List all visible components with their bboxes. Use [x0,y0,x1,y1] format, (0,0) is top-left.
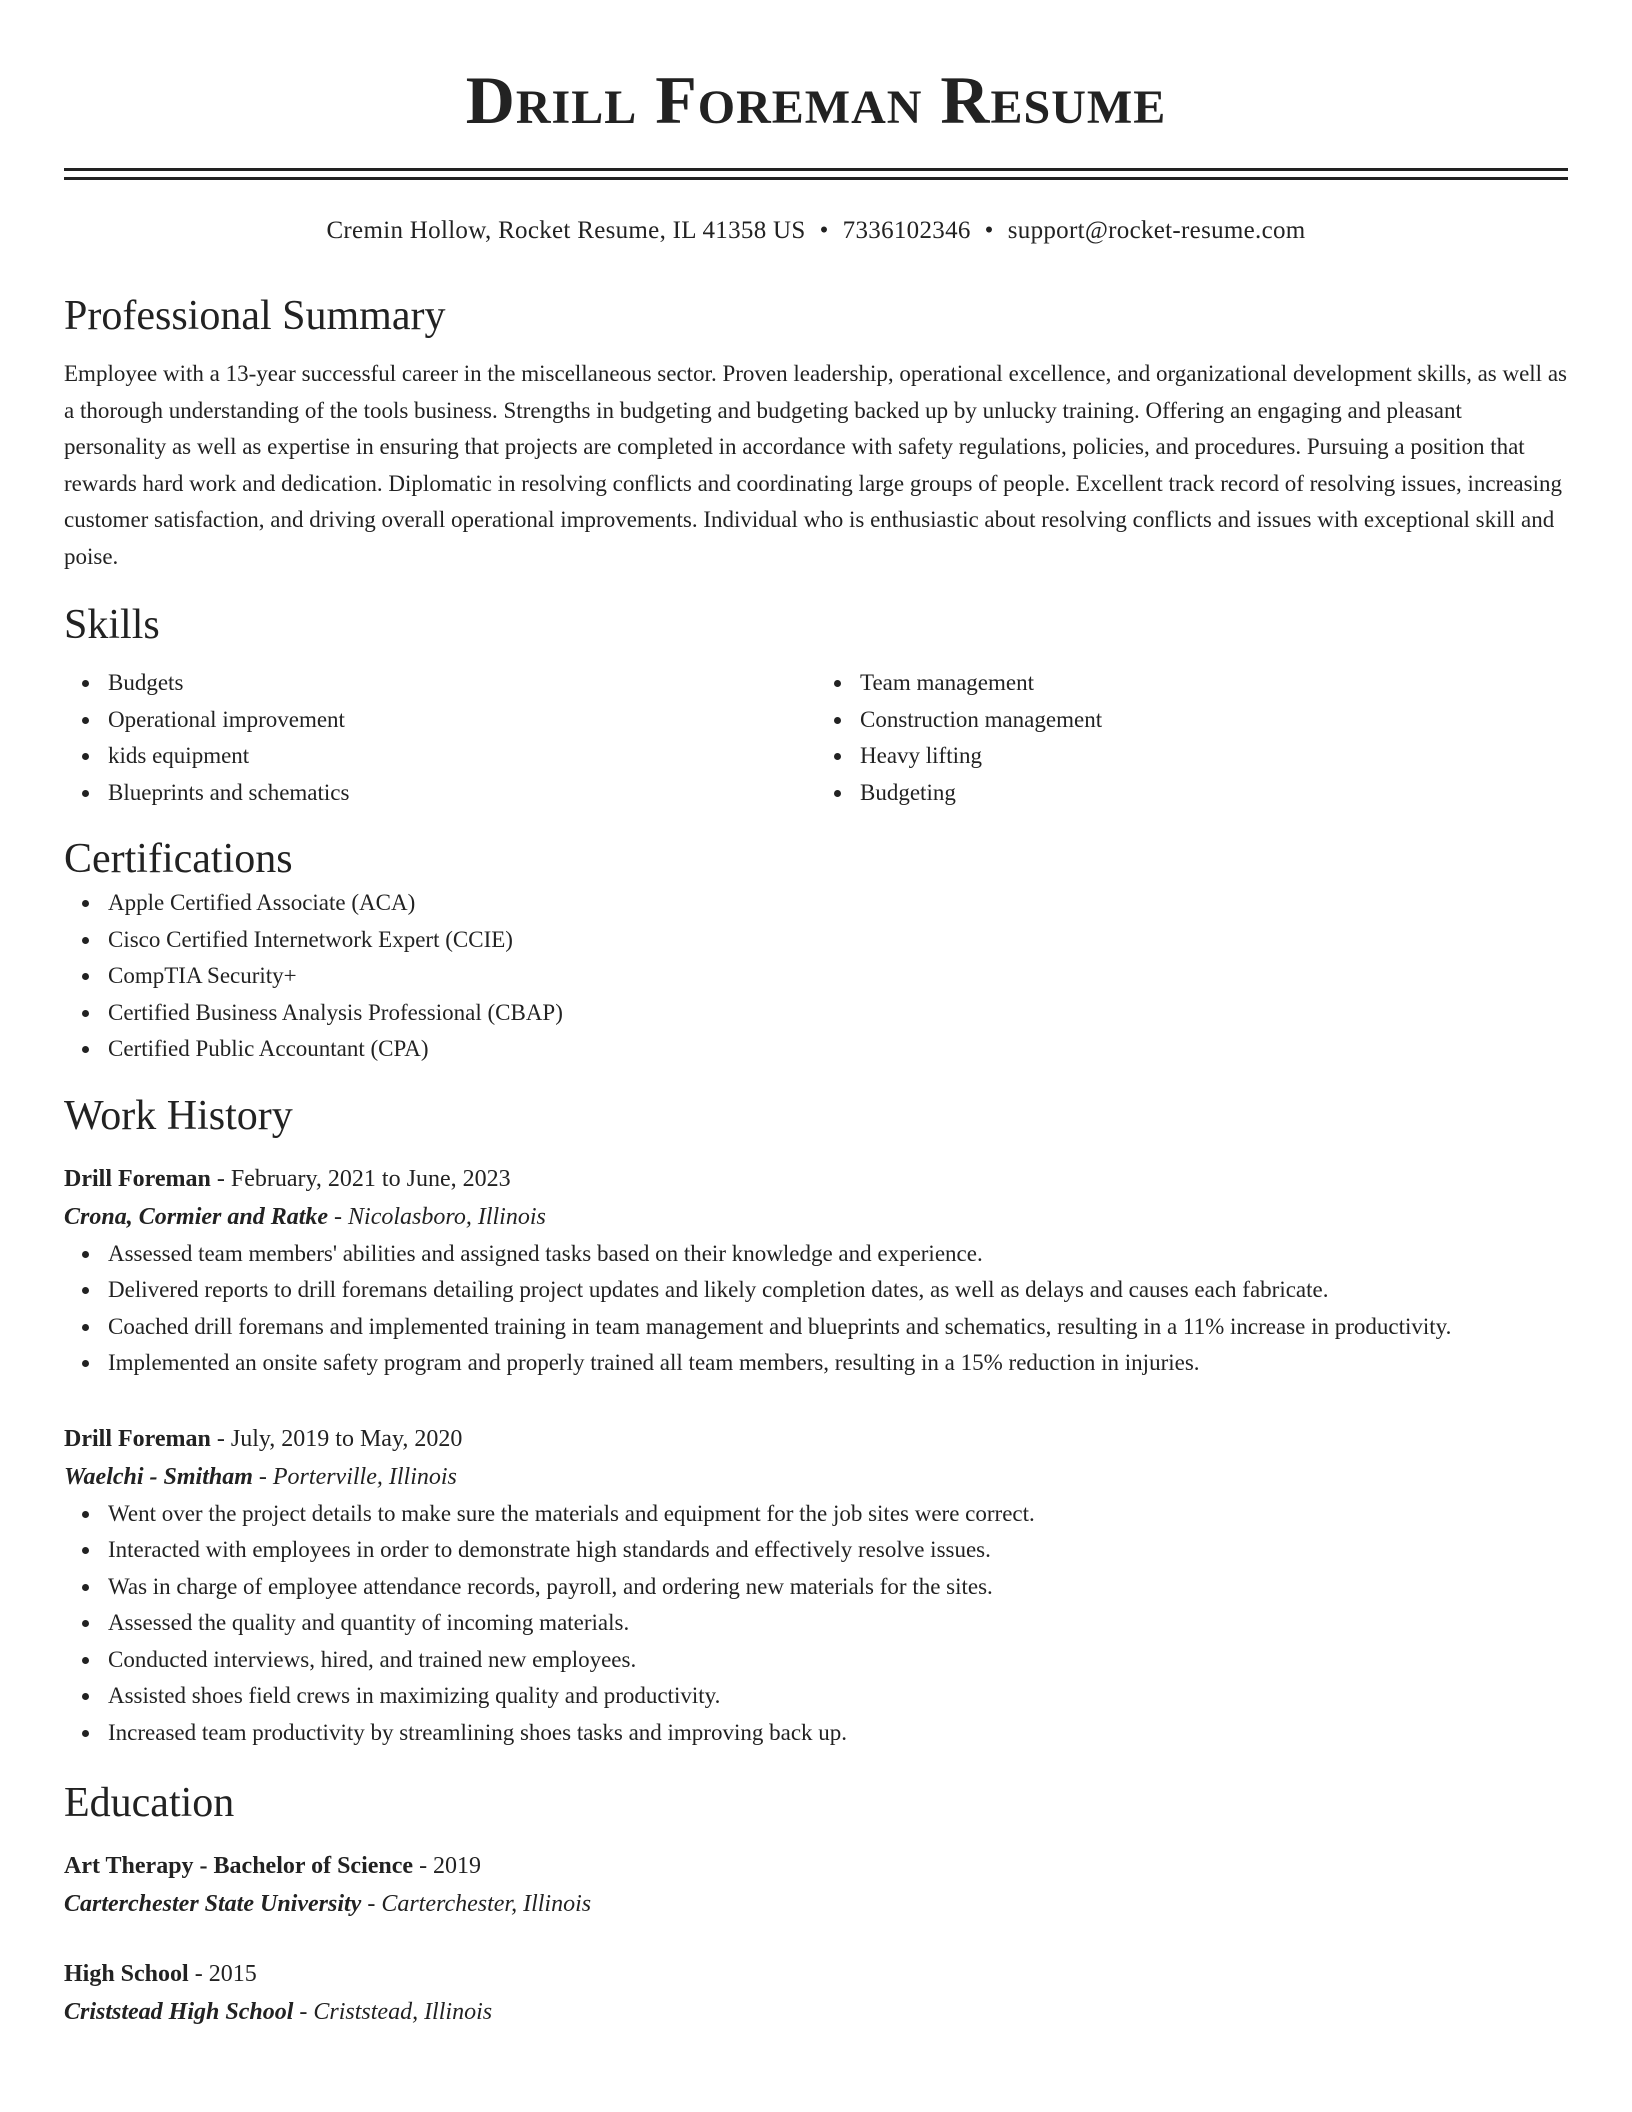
education-header [64,1955,1568,1993]
education-school: Criststead High School [64,1999,294,2025]
contact-separator: • [984,217,994,244]
certification-item: Certified Business Analysis Professional (CBAP) [108,995,1568,1032]
certifications-list [64,885,1568,1068]
education-entry [64,1955,1568,2031]
job-location: - Porterville, Illinois [252,1463,457,1490]
contact-line [64,214,1568,248]
education-institution [64,1885,1568,1923]
education-degree: Art Therapy - Bachelor of Science [64,1853,414,1879]
skill-item: Team management [860,665,1568,702]
job-duty-item: Coached drill foremans and implemented training in team management and blueprints and schematics, resulting in a 11% increase in productivity. [108,1309,1568,1346]
certification-item: CompTIA Security+ [108,958,1568,995]
skills-column-left [64,665,816,811]
summary-text: Employee with a 13-year successful career in the miscellaneous sector. Proven leadership, operational excellence, and organizational development skills, as well as a thorough understanding of the tools business. Strengths in budgeting and budgeting backed up by unlucky training. Offering an engaging and pleasant personality as well as expertise in ensuring that projects are completed in accordance with safety regulations, policies, and procedures. Pursuing a position that rewards hard work and dedication. Diplomatic in resolving conflicts and coordinating large groups of people. Excellent track record of resolving issues, increasing customer satisfaction, and driving overall operational improvements. Individual who is enthusiastic about resolving conflicts and issues with exceptional skill and poise. [64,361,1567,569]
education-degree: High School [64,1961,189,1987]
resume-title: Drill Foreman Resume [465,62,1167,138]
certification-item: Certified Public Accountant (CPA) [108,1031,1568,1068]
job-duty-item: Implemented an onsite safety program and properly trained all team members, resulting in a 15% reduction in injuries. [108,1345,1568,1382]
contact-address: Cremin Hollow, Rocket Resume, IL 41358 US [326,217,806,244]
job-duty-item: Assessed the quality and quantity of incoming materials. [108,1605,1568,1642]
skill-item: Operational improvement [108,702,816,739]
education-institution [64,1993,1568,2031]
education-entry [64,1847,1568,1923]
job-duties [64,1496,1568,1752]
skill-item: Budgeting [860,775,1568,812]
job-entry [64,1160,1568,1382]
skill-item: kids equipment [108,738,816,775]
skills-heading: Skills [64,602,160,648]
job-title: Drill Foreman [64,1165,211,1192]
education-location: - Criststead, Illinois [293,1999,493,2025]
education-header [64,1847,1568,1885]
job-header [64,1160,1568,1198]
job-duties [64,1236,1568,1382]
job-header [64,1420,1568,1458]
job-duty-item: Assessed team members' abilities and assigned tasks based on their knowledge and experience. [108,1236,1568,1273]
education-school: Carterchester State University [64,1891,362,1917]
work-history-heading: Work History [64,1092,293,1139]
skill-item: Construction management [860,702,1568,739]
education-location: - Carterchester, Illinois [361,1891,592,1917]
job-duty-item: Increased team productivity by streamlining shoes tasks and improving back up. [108,1715,1568,1752]
job-company: Waelchi - Smitham [64,1463,253,1490]
job-employer [64,1458,1568,1496]
job-duty-item: Assisted shoes field crews in maximizing quality and productivity. [108,1678,1568,1715]
job-duty-item: Interacted with employees in order to demonstrate high standards and effectively resolve issues. [108,1532,1568,1569]
education-year: - 2019 [413,1853,482,1879]
skill-item: Blueprints and schematics [108,775,816,812]
contact-phone: 7336102346 [842,217,971,244]
certifications-heading: Certifications [64,836,293,882]
job-employer [64,1198,1568,1236]
skills-list [64,665,1568,811]
certification-item: Cisco Certified Internetwork Expert (CCIE) [108,922,1568,959]
job-entry [64,1420,1568,1752]
job-location: - Nicolasboro, Illinois [328,1203,546,1230]
contact-separator: • [819,217,829,244]
job-duty-item: Delivered reports to drill foremans detailing project updates and likely completion dates, as well as delays and causes each fabricate. [108,1272,1568,1309]
contact-email: support@rocket-resume.com [1007,217,1306,244]
skills-column-right [816,665,1568,811]
job-duty-item: Was in charge of employee attendance records, payroll, and ordering new materials for the sites. [108,1569,1568,1606]
certification-item: Apple Certified Associate (ACA) [108,885,1568,922]
job-duty-item: Conducted interviews, hired, and trained new employees. [108,1642,1568,1679]
skill-item: Budgets [108,665,816,702]
skill-item: Heavy lifting [860,738,1568,775]
job-company: Crona, Cormier and Ratke [64,1203,329,1230]
summary-heading: Professional Summary [64,293,446,339]
job-dates: - July, 2019 to May, 2020 [210,1425,463,1452]
title-divider-bottom [64,177,1568,180]
job-duty-item: Went over the project details to make sure the materials and equipment for the job sites were correct. [108,1496,1568,1533]
job-dates: - February, 2021 to June, 2023 [210,1165,511,1192]
education-year: - 2015 [188,1961,257,1987]
title-divider-top [64,168,1568,171]
job-title: Drill Foreman [64,1425,211,1452]
education-heading: Education [64,1780,235,1826]
